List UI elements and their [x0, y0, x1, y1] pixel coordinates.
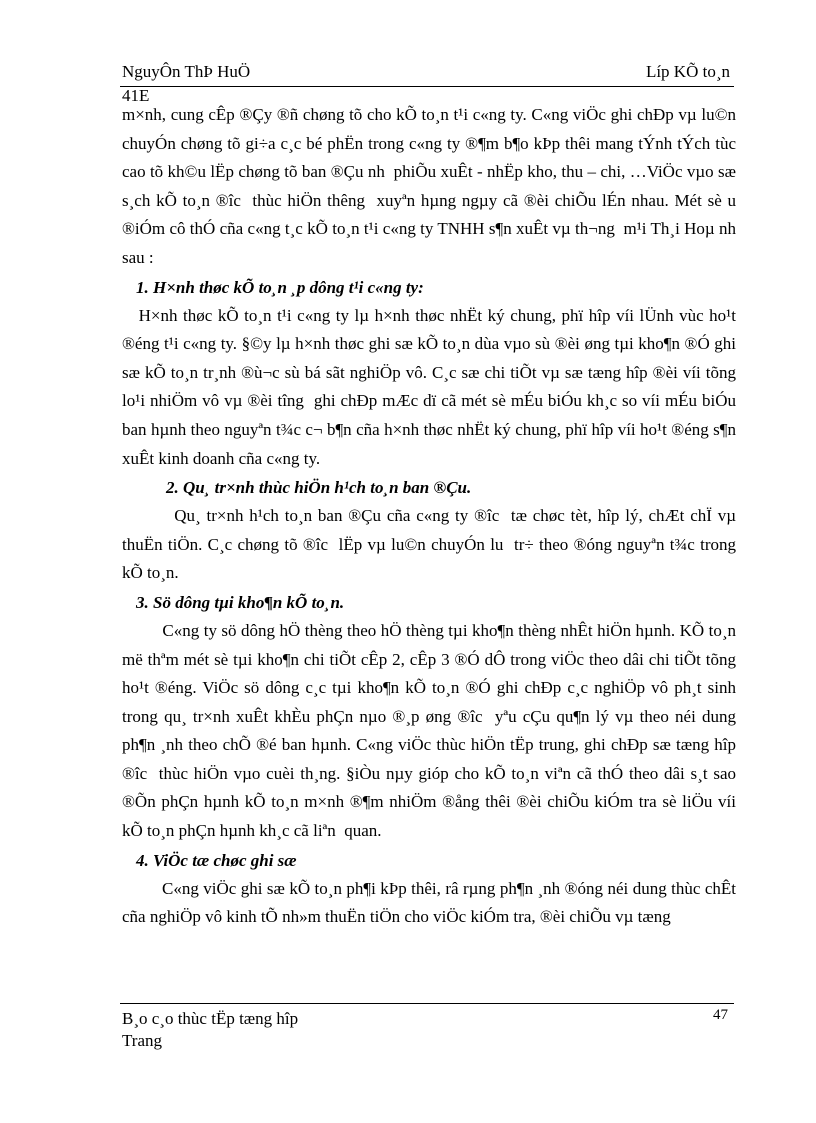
footer-report-title: B¸o c¸o thùc tËp tæng hîp	[122, 1009, 299, 1028]
paragraph: C«ng ty sö dông hÖ thèng theo hÖ thèng tµi kho¶n thèng nhÊt hiÖn hµnh. KÕ to¸n më thªm mét sè tµi kho¶n chi tiÕt cÊp 2, cÊp 3 ®Ó dÔ trong viÖc theo dâi chi tiÕt tõng ho¹t ®éng. ViÖc sö dông c¸c tµi kho¶n kÕ to¸n ®Ó ghi chÐp c¸c nghiÖp vô ph¸t sinh trong qu¸ tr×nh xuÊt khÈu phÇn nµo ®¸p øng ®îc yªu cÇu qu¶n lý vµ theo néi dung ph¶n ¸nh theo chÕ ®é ban hµnh. C«ng viÖc thùc hiÖn tËp trung, ghi chÐp sæ tæng hîp ®îc thùc hiÖn vµo cuèi th¸ng. §iÒu nµy gióp cho kÕ to¸n viªn cã thÓ theo dâi s¸t sao ®Õn phÇn hµnh kÕ to¸n m×nh ®¶m nhiÖm ®ång thêi ®èi chiÕu kiÓm tra sè liÖu víi kÕ to¸n phÇn hµnh kh¸c cã liªn quan.	[122, 620, 741, 841]
header-divider	[120, 86, 734, 87]
footer-divider	[120, 1003, 734, 1004]
section-heading: 4. ViÖc tæ chøc ghi sæ	[136, 850, 297, 870]
page-number: 47	[713, 1007, 728, 1023]
header-code: 41E	[122, 86, 150, 105]
paragraph: H×nh thøc kÕ to¸n t¹i c«ng ty lµ h×nh thøc nhËt ký chung, phï hîp víi lÜnh vùc ho¹t ®éng t¹i c«ng ty. §©y lµ h×nh thøc ghi sæ kÕ to¸n dùa vµo sù ®èi øng tµi kho¶n ®Ó ghi sæ kÕ to¸n tr¸nh ®ù¬c sù bá sãt nghiÖp vô. C¸c sæ chi tiÕt vµ sæ tæng hîp ®èi víi tõng lo¹i nhiÖm vô vµ ®èi tîng ghi chÐp mÆc dï cã mét sè mÉu biÓu kh¸c so víi mÉu biÓu ban hµnh theo nguyªn t¾c c¬ b¶n cña h×nh thøc nhËt ký chung, phï hîp víi ho¹t ®éng s¶n xuÊt kinh doanh cña c«ng ty.	[122, 305, 741, 468]
paragraph: m×nh, cung cÊp ®Çy ®ñ chøng tõ cho kÕ to¸n t¹i c«ng ty. C«ng viÖc ghi chÐp vµ lu©n chuyÓn chøng tõ gi÷a c¸c bé phËn trong c«ng ty ®¶m b¶o kÞp thêi mang tÝnh tÝch tùc cao tõ kh©u lËp chøng tõ ban ®Çu nh phiÕu xuÊt - nhËp kho, thu – chi, …ViÖc vµo sæ s¸ch kÕ to¸n ®îc thùc hiÖn thêng xuyªn hµng ngµy cã ®èi chiÕu lÉn nhau. Mét sè u ®iÓm cô thÓ cña c«ng t¸c kÕ to¸n t¹i c«ng ty TNHH s¶n xuÊt vµ th¬ng m¹i Th¸i Hoµ nh sau :	[122, 105, 745, 267]
section-heading: 2. Qu¸ tr×nh thùc hiÖn h¹ch to¸n ban ®Çu.	[166, 478, 472, 498]
paragraph: Qu¸ tr×nh h¹ch to¸n ban ®Çu cña c«ng ty ®îc tæ chøc tèt, hîp lý, chÆt chÏ vµ thuËn tiÖn. C¸c chøng tõ ®îc lËp vµ lu©n chuyÓn lu tr÷ theo ®óng nguyªn t¾c trong kÕ to¸n.	[122, 506, 741, 583]
document-body	[122, 101, 745, 932]
section-heading: 3. Sö dông tµi kho¶n kÕ to¸n.	[136, 592, 345, 612]
page-label: Trang	[122, 1031, 162, 1050]
header-author: NguyÔn ThÞ HuÖ	[122, 62, 251, 81]
header-class: Líp KÕ to¸n	[645, 62, 730, 81]
section-heading: 1. H×nh thøc kÕ to¸n ¸p dông t¹i c«ng ty:	[136, 277, 424, 297]
paragraph: C«ng viÖc ghi sæ kÕ to¸n ph¶i kÞp thêi, râ rµng ph¶n ¸nh ®óng néi dung thùc chÊt cña nghiÖp vô kinh tÕ nh»m thuËn tiÖn cho viÖc kiÓm tra, ®èi chiÕu vµ tæng	[122, 878, 741, 927]
